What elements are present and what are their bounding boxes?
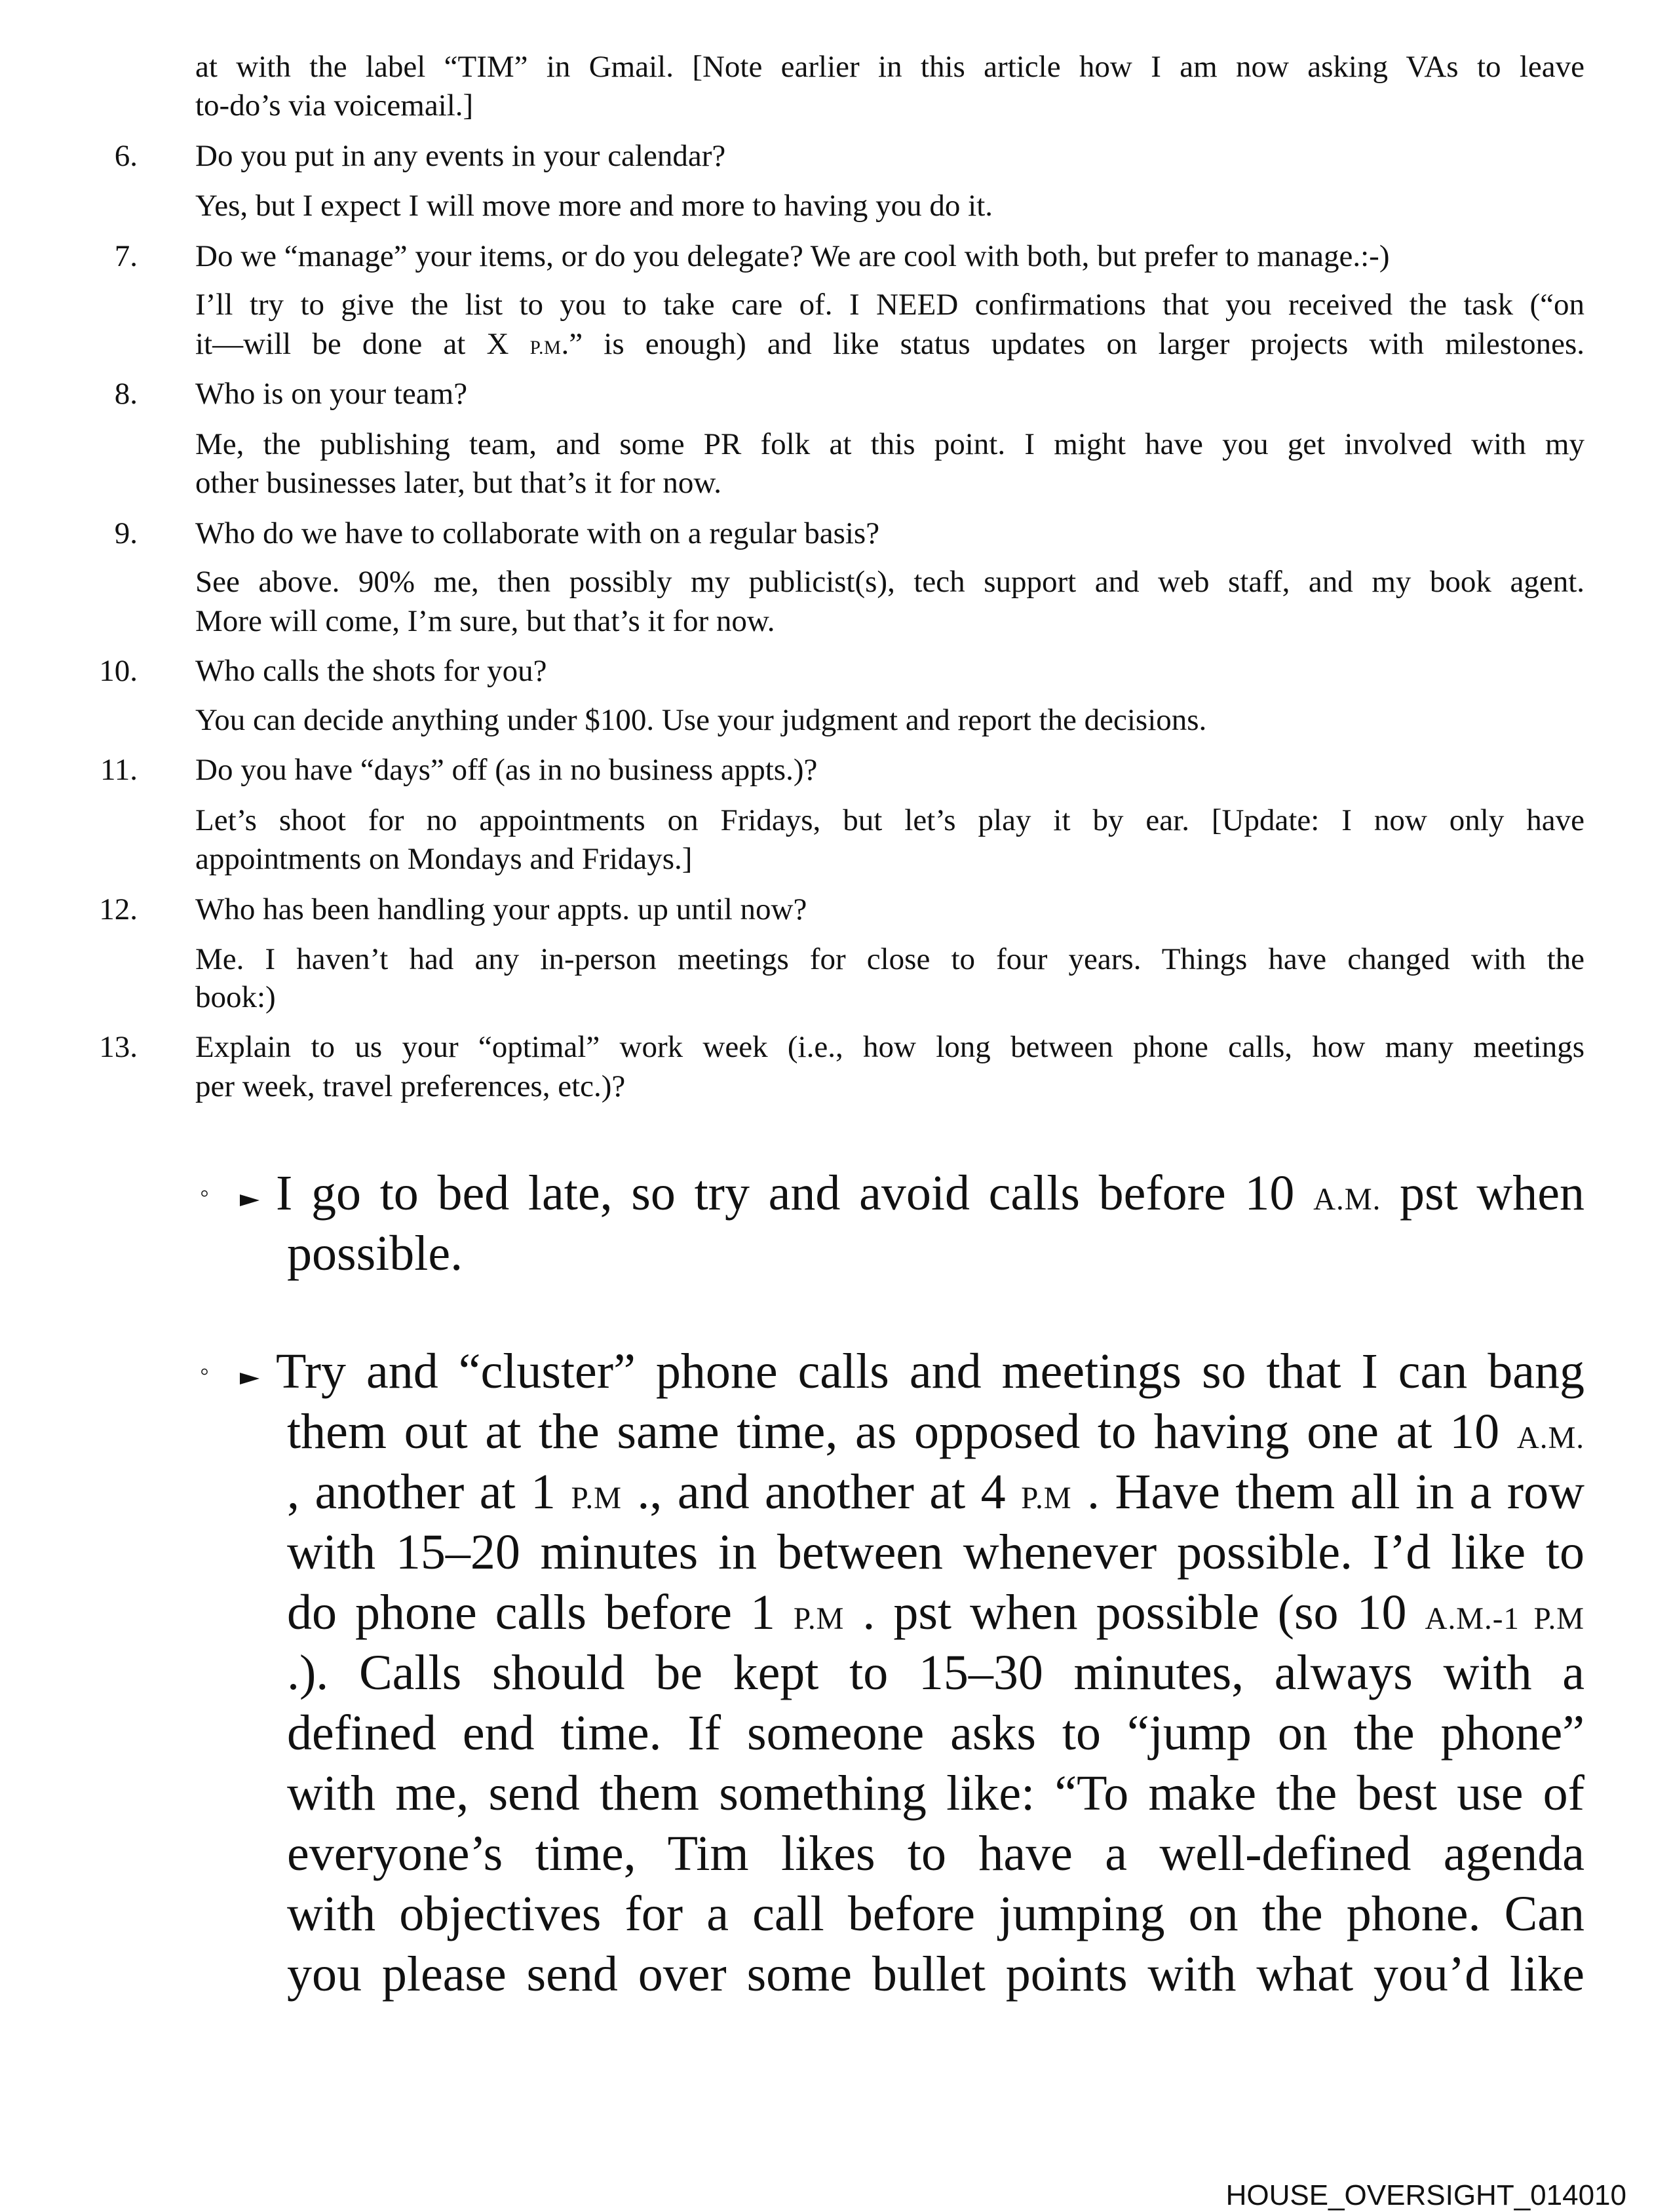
text-segment: do phone calls before 1 [287, 1585, 794, 1640]
arrow-bullet-icon [240, 1373, 259, 1384]
small-caps-time: P.M [571, 1481, 622, 1516]
answer: Yes, but I expect I will move more and more to having you do it. [195, 189, 993, 223]
answer: See above. 90% me, then possibly my publicist(s), tech support and web staff, and my book agent. [195, 565, 1585, 599]
bullet-line [276, 1163, 1585, 1230]
answer: book:) [195, 980, 276, 1014]
item-number: 7. [114, 239, 138, 273]
text-segment: . Have them all in a row [1071, 1464, 1585, 1519]
question: Who is on your team? [195, 377, 468, 411]
text-segment: them out at the same time, as opposed to having one at 10 [287, 1404, 1517, 1459]
bullet-line: possible. [287, 1226, 463, 1281]
bullet-line [287, 1462, 1585, 1529]
item-number: 11. [100, 753, 138, 787]
answer: You can decide anything under $100. Use your judgment and report the decisions. [195, 703, 1207, 737]
question: Explain to us your “optimal” work week (i.e., how long between phone calls, how many meetings [195, 1030, 1585, 1064]
question: per week, travel preferences, etc.)? [195, 1069, 626, 1103]
item-number: 8. [114, 377, 138, 411]
answer [195, 324, 1585, 368]
hollow-bullet-icon: ◦ [200, 1356, 210, 1386]
bullet-line: everyone’s time, Tim likes to have a well-defined agenda [287, 1826, 1585, 1881]
question: Do we “manage” your items, or do you delegate? We are cool with both, but prefer to manage.:-) [195, 239, 1390, 273]
bullet-line: you please send over some bullet points with what you’d like [287, 1947, 1585, 2002]
item-number: 6. [114, 139, 138, 173]
bullet-line: .). Calls should be kept to 15–30 minutes, always with a [287, 1645, 1585, 1700]
small-caps-time: A.M. [1313, 1183, 1381, 1217]
answer: appointments on Mondays and Fridays.] [195, 842, 693, 876]
item-number: 12. [99, 892, 138, 926]
bullet-line: with me, send them something like: “To make the best use of [287, 1766, 1585, 1821]
bullet-line: defined end time. If someone asks to “jump on the phone” [287, 1706, 1585, 1761]
item-number: 9. [114, 516, 138, 550]
bullet-line [287, 1582, 1585, 1649]
answer: other businesses later, but that’s it for now. [195, 466, 722, 500]
answer: Let’s shoot for no appointments on Fridays, but let’s play it by ear. [Update: I now only have [195, 803, 1585, 837]
arrow-bullet-icon [240, 1194, 259, 1206]
answer: More will come, I’m sure, but that’s it for now. [195, 604, 775, 638]
item-number: 13. [99, 1030, 138, 1064]
question: Do you have “days” off (as in no business appts.)? [195, 753, 818, 787]
question: Do you put in any events in your calendar? [195, 139, 726, 173]
small-caps-time: P.M [529, 337, 562, 358]
text-segment: . pst when possible (so 10 [844, 1585, 1425, 1640]
bates-stamp: HOUSE_OVERSIGHT_014010 [1225, 2179, 1626, 2211]
answer: Me, the publishing team, and some PR folk at this point. I might have you get involved with my [195, 427, 1585, 461]
text-line: at with the label “TIM” in Gmail. [Note earlier in this article how I am now asking VAs to leave [195, 50, 1585, 84]
small-caps-time: P.M [1021, 1481, 1072, 1516]
question: Who has been handling your appts. up until now? [195, 892, 807, 926]
small-caps-time: A.M.-1 P.M [1425, 1602, 1585, 1636]
text-segment: , another at 1 [287, 1464, 571, 1519]
text-segment: pst when [1381, 1166, 1585, 1221]
bullet-line: Try and “cluster” phone calls and meetings so that I can bang [276, 1344, 1585, 1399]
text-segment: .” is enough) and like status updates on larger projects with milestones. [561, 327, 1585, 361]
text-line: to-do’s via voicemail.] [195, 88, 474, 123]
small-caps-time: A.M. [1516, 1421, 1585, 1455]
item-number: 10. [99, 654, 138, 688]
answer: Me. I haven’t had any in-person meetings for close to four years. Things have changed with the [195, 942, 1585, 976]
bullet-line: with 15–20 minutes in between whenever possible. I’d like to [287, 1525, 1585, 1580]
text-segment: ., and another at 4 [621, 1464, 1022, 1519]
small-caps-time: P.M [793, 1602, 845, 1636]
text-segment: it—will be done at X [195, 327, 530, 361]
question: Who do we have to collaborate with on a regular basis? [195, 516, 880, 550]
hollow-bullet-icon: ◦ [200, 1178, 210, 1208]
bullet-line: with objectives for a call before jumping on the phone. Can [287, 1886, 1585, 1941]
bullet-line [287, 1402, 1585, 1468]
text-segment: I go to bed late, so try and avoid calls before 10 [276, 1166, 1314, 1221]
answer: I’ll try to give the list to you to take care of. I NEED confirmations that you received the task (“on [195, 288, 1585, 322]
question: Who calls the shots for you? [195, 654, 547, 688]
